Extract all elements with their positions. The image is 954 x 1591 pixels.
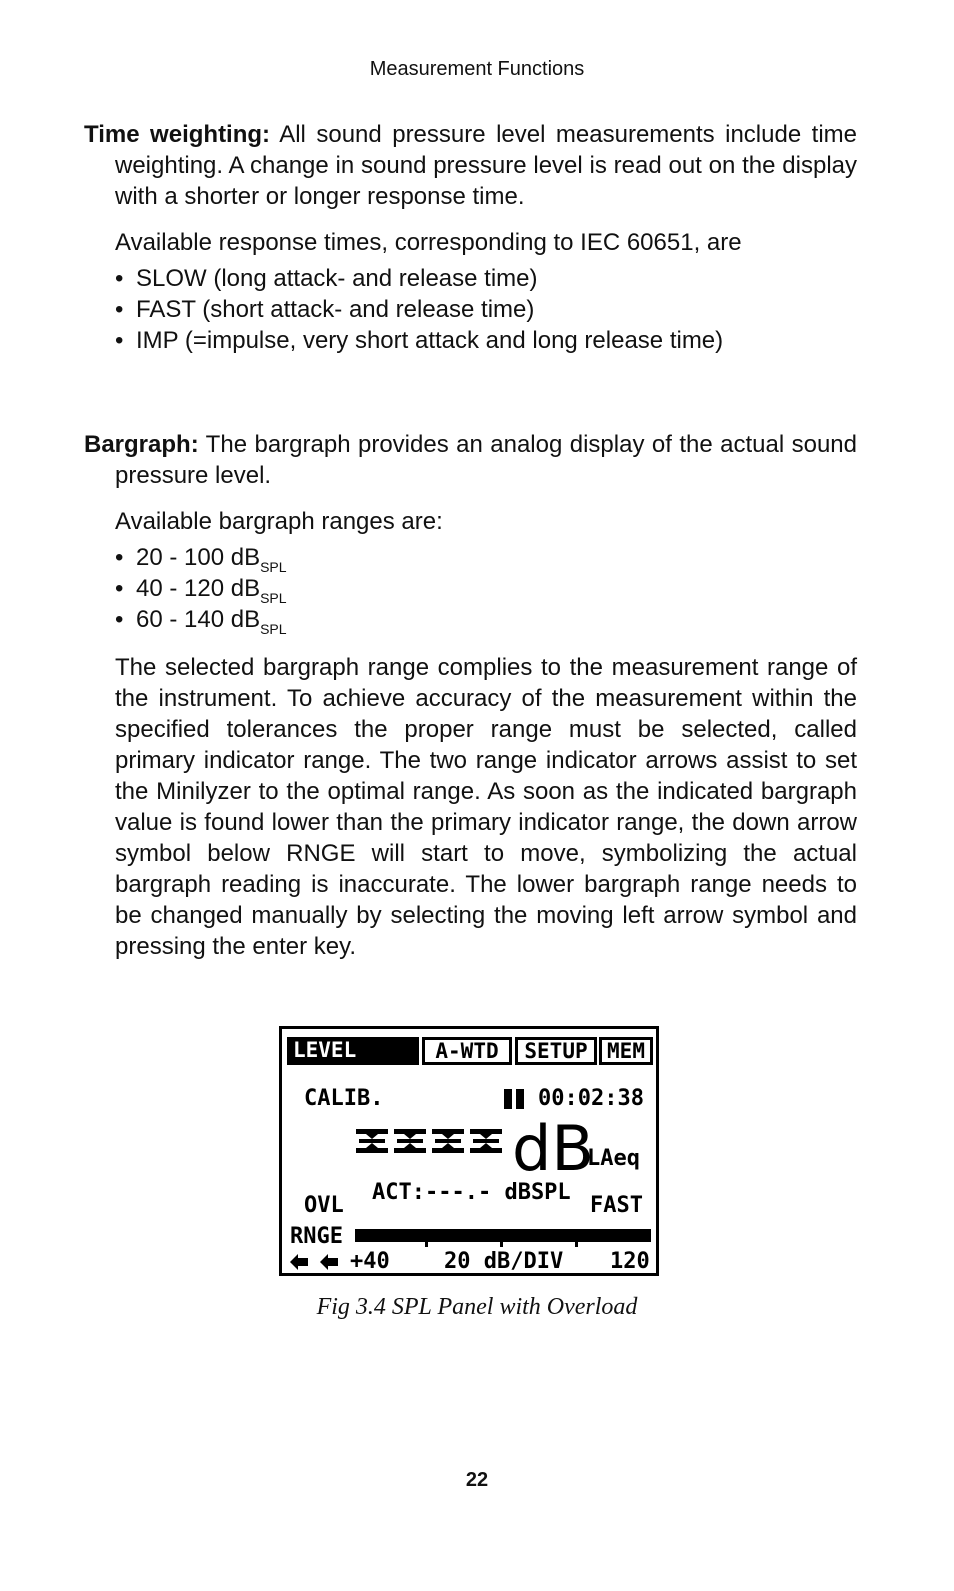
response-times-lead: Available response times, corresponding to IEC 60651, are — [115, 229, 742, 256]
bargraph-ranges-lead: Available bargraph ranges are: — [115, 508, 443, 535]
tab-setup: SETUP — [515, 1037, 597, 1065]
actual-reading: ACT:---.- dBSPL — [372, 1180, 571, 1205]
range-label: RNGE — [290, 1224, 343, 1249]
list-item: • IMP (=impulse, very short attack and long release time) — [115, 325, 857, 356]
time-weighting-term: Time weighting: — [84, 121, 271, 148]
response-times-list — [84, 263, 857, 356]
running-header: Measurement Functions — [369, 58, 585, 80]
page-number: 22 — [465, 1469, 489, 1491]
figure-caption: Fig 3.4 SPL Panel with Overload — [316, 1294, 638, 1320]
level-bargraph — [355, 1229, 651, 1242]
unit-db: dB — [512, 1112, 594, 1185]
bargraph-section — [84, 429, 857, 962]
tab-level: LEVEL — [287, 1037, 419, 1065]
calib-label: CALIB. — [304, 1086, 384, 1111]
overload-label: OVL — [304, 1193, 344, 1218]
bargraph-ranges-list — [84, 542, 857, 635]
time-weighting-mode: FAST — [590, 1193, 643, 1218]
tab-mem: MEM — [599, 1037, 653, 1065]
bargraph-intro: The bargraph provides an analog display of the actual sound pressure level. — [115, 431, 857, 489]
range-arrows-icon — [290, 1254, 350, 1270]
bargraph-paragraph — [84, 429, 857, 491]
list-item: • 40 - 120 $dB_{SPL}$ — [115, 573, 857, 604]
tab-a-wtd: A-WTD — [422, 1037, 512, 1065]
time-weighting-paragraph — [84, 119, 857, 212]
bargraph-body: The selected bargraph range complies to the measurement range of the instrument. To achieve accuracy of the measurement within the specified tolerances the proper range must be selected, called primary indicator range. The two range indicator arrows assist to set the Minilyzer to the optimal range. As soon as the indicated bargraph value is found lower than the primary indicator range, the down arrow symbol below RNGE will start to move, symbolizing the actual bargraph reading is inaccurate. The lower bargraph range needs to be changed manually by selecting the moving left arrow symbol and pressing the enter key. — [115, 654, 857, 960]
list-item: • SLOW (long attack- and release time) — [115, 263, 857, 294]
elapsed-time: 00:02:38 — [538, 1086, 644, 1111]
overload-dashes-icon — [356, 1129, 504, 1153]
bargraph-term: Bargraph: — [84, 431, 199, 458]
range-low: +40 — [350, 1249, 390, 1274]
list-item: • FAST (short attack- and release time) — [115, 294, 857, 325]
range-high: 120 — [610, 1249, 650, 1274]
laeq-label: LAeq — [587, 1146, 640, 1171]
pause-icon — [504, 1089, 526, 1109]
time-weighting-intro: All sound pressure level measurements include time weighting. A change in sound pressure level is read out on the display with a shorter or longer response time. — [115, 121, 857, 210]
division-label: 20 dB/DIV — [444, 1249, 564, 1274]
list-item: • 20 - 100 $dB_{SPL}$ — [115, 542, 857, 573]
time-weighting-section — [84, 119, 857, 356]
panel-tabs — [287, 1037, 651, 1065]
list-item: • 60 - 140 $dB_{SPL}$ — [115, 604, 857, 635]
spl-panel-figure — [279, 1026, 659, 1276]
